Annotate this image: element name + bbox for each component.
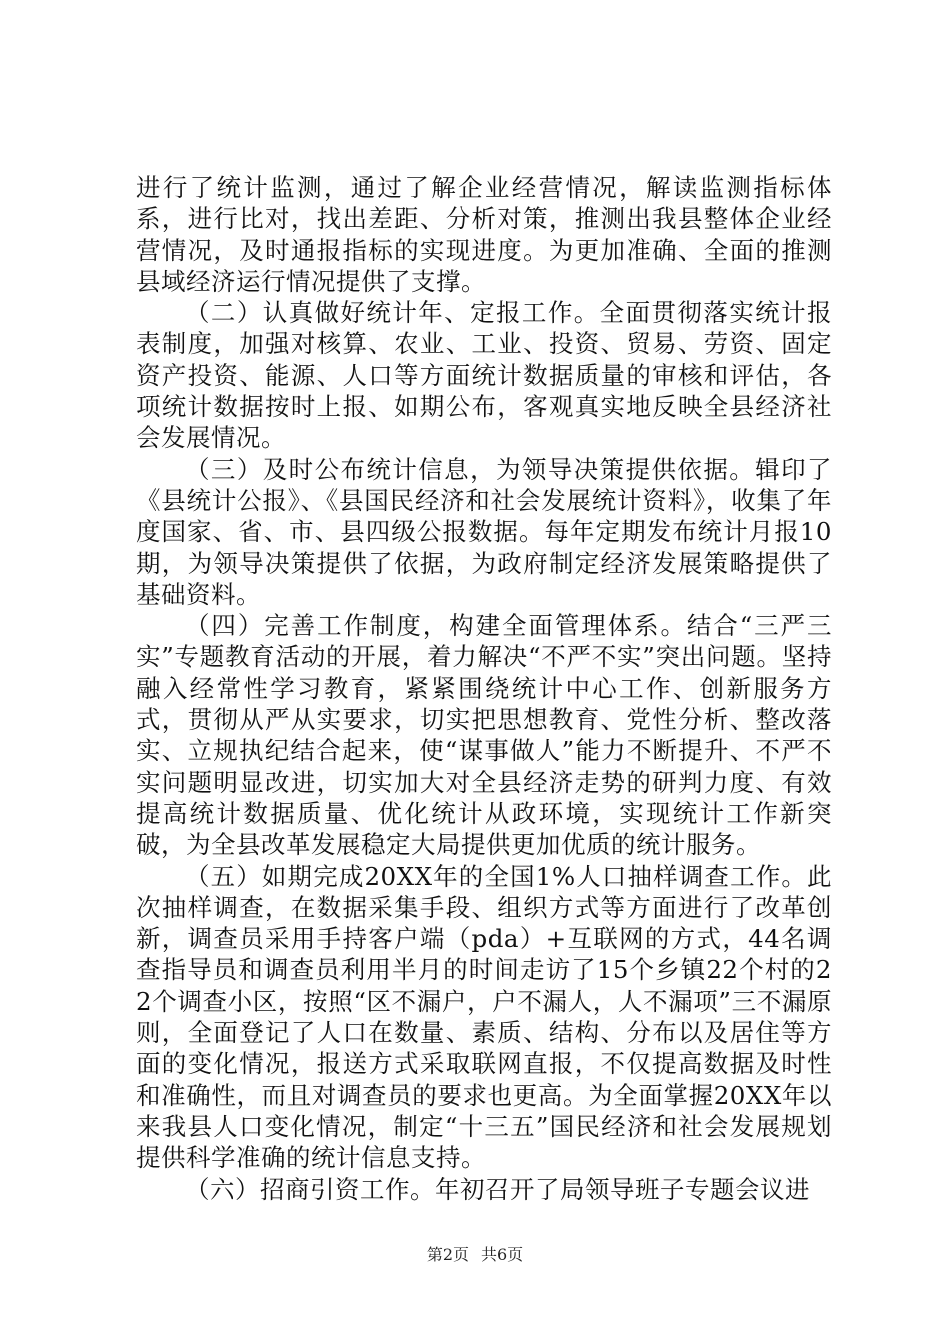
paragraph-3: （三）及时公布统计信息，为领导决策提供依据。辑印了《县统计公报》、《县国民经济和社会发展统计资料》，收集了年度国家、省、市、县四级公报数据。每年定期发布统计月报10期，为领导决策提供了依据，为政府制定经济发展策略提供了基础资料。 bbox=[136, 454, 832, 609]
document-body bbox=[136, 172, 832, 1205]
page-total: 共6页 bbox=[481, 1245, 524, 1264]
paragraph-1: 进行了统计监测，通过了解企业经营情况，解读监测指标体系，进行比对，找出差距、分析对策，推测出我县整体企业经营情况，及时通报指标的实现进度。为更加准确、全面的推测县域经济运行情况提供了支撑。 bbox=[136, 173, 832, 296]
paragraph-6: （六）招商引资工作。年初召开了局领导班子专题会议进 bbox=[185, 1174, 810, 1204]
paragraph-5: （五）如期完成20XX年的全国1%人口抽样调查工作。此次抽样调查，在数据采集手段、组织方式等方面进行了改革创新，调查员采用手持客户端（pda）+互联网的方式，44名调查指导员和调查员利用半月的时间走访了15个乡镇22个村的22个调查小区，按照“区不漏户，户不漏人，人不漏项”三不漏原则，全面登记了人口在数量、素质、结构、分布以及居住等方面的变化情况，报送方式采取联网直报，不仅提高数据及时性和准确性，而且对调查员的要求也更高。为全面掌握20XX年以来我县人口变化情况，制定“十三五”国民经济和社会发展规划提供科学准确的统计信息支持。 bbox=[136, 861, 832, 1173]
page-footer bbox=[0, 1245, 950, 1265]
paragraph-2: （二）认真做好统计年、定报工作。全面贯彻落实统计报表制度，加强对核算、农业、工业、投资、贸易、劳资、固定资产投资、能源、人口等方面统计数据质量的审核和评估，各项统计数据按时上报、如期公布，客观真实地反映全县经济社会发展情况。 bbox=[136, 298, 832, 453]
paragraph-4: （四）完善工作制度，构建全面管理体系。结合“三严三实”专题教育活动的开展，着力解决“不严不实”突出问题。坚持融入经常性学习教育，紧紧围绕统计中心工作、创新服务方式，贯彻从严从实要求，切实把思想教育、党性分析、整改落实、立规执纪结合起来，使“谋事做人”能力不断提升、不严不实问题明显改进，切实加大对全县经济走势的研判力度、有效提高统计数据质量、优化统计从政环境，实现统计工作新突破，为全县改革发展稳定大局提供更加优质的统计服务。 bbox=[136, 611, 832, 860]
page-number: 第2页 bbox=[426, 1245, 469, 1264]
